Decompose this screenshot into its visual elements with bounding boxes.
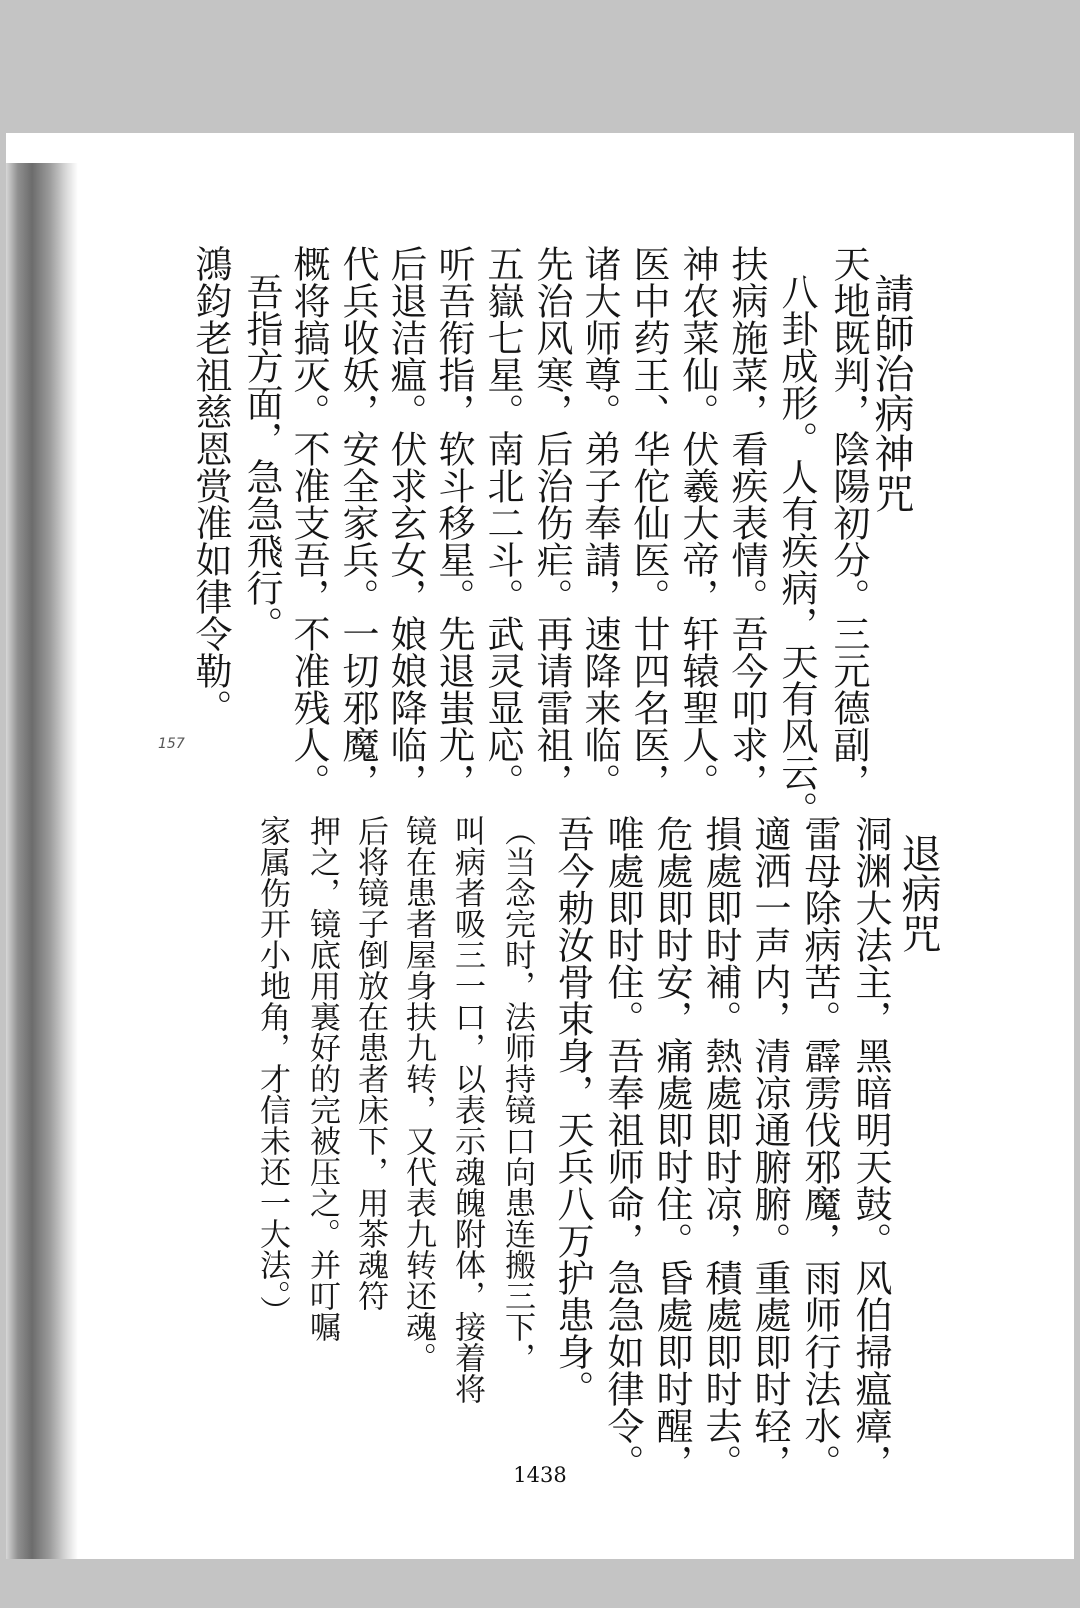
binding-gutter-shadow xyxy=(6,163,78,1559)
section2-line-13: 家属伤开小地角，才信未还一大法。） xyxy=(254,815,290,1327)
section2-line-11: 后将镜子倒放在患者床下，用茶魂符 xyxy=(352,815,388,1311)
document-page xyxy=(6,133,1074,1559)
section1-line-3: 扶病施菜，看疾表情。吾今叩求， xyxy=(725,245,768,800)
section1-line-1: 天地既判，陰陽初分。三元德副， xyxy=(827,245,870,800)
section1-line-9: 听吾衔指，软斗移星。先退蚩尤， xyxy=(432,245,475,800)
section1-line-11: 代兵收妖，安全家兵。一切邪魔， xyxy=(336,245,379,800)
margin-note: 157 xyxy=(158,736,185,752)
section1-line-4: 神农菜仙。伏羲大帝，轩辕聖人。 xyxy=(676,245,719,800)
section2-line-12: 押之，镜底用裏好的完被压之。并叮嘱 xyxy=(304,815,340,1342)
section2-line-5: 危處即时安，痛處即时住。昏處即时醒， xyxy=(650,815,693,1481)
section1-line-13: 吾指方面，急急飛行。 xyxy=(240,273,283,643)
section2-title: 退病咒 xyxy=(895,833,941,953)
section1-line-12: 概将搞灭。不准支吾，不准残人。 xyxy=(287,245,330,800)
section2-line-8: （当念完时，法师持镜口向患连搬三下， xyxy=(499,815,535,1373)
page-number: 1438 xyxy=(513,1463,567,1487)
section2-line-9: 叫病者吸三一口，以表示魂魄附体，接着将 xyxy=(449,815,485,1404)
section2-line-3: 適洒一声内，清凉通腑腑。重處即时轻， xyxy=(748,815,791,1481)
section1-line-7: 先治风寒，后治伤疟。再请雷祖， xyxy=(530,245,573,800)
section1-line-8: 五嶽七星。南北二斗。武灵显応。 xyxy=(481,245,524,800)
section1-title: 請師治病神咒 xyxy=(868,273,914,513)
section2-line-2: 雷母除病苦。霹雳伐邪魔，雨师行法水。 xyxy=(798,815,841,1481)
section2-line-1: 洞渊大法主，黑暗明天鼓。风伯掃瘟瘴， xyxy=(849,815,892,1481)
section1-line-2: 八卦成形。人有疾病，天有风云。 xyxy=(775,273,818,828)
section2-line-10: 镜在患者屋身扶九转，又代表九转还魂。 xyxy=(400,815,436,1373)
section1-line-6: 诸大师尊。弟子奉請，速降来临。 xyxy=(578,245,621,800)
section2-line-7: 吾今勅汝骨束身，天兵八万护患身。 xyxy=(551,815,594,1407)
section1-line-10: 后退洁瘟。伏求玄女，娘娘降临， xyxy=(384,245,427,800)
section1-line-14: 鴻鈞老祖慈恩赏准如律令勒。 xyxy=(189,245,232,726)
section2-line-6: 唯處即时住。吾奉祖师命，急急如律令。 xyxy=(601,815,644,1481)
section1-line-5: 医中药王、华佗仙医。廿四名医， xyxy=(627,245,670,800)
section2-line-4: 損處即时補。熱處即时凉，積處即时去。 xyxy=(699,815,742,1481)
